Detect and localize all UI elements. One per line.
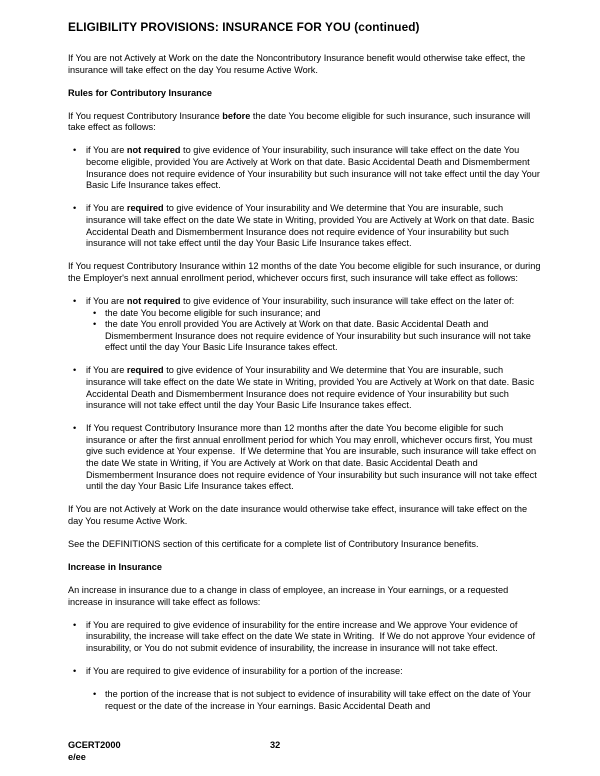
paragraph: If You request Contributory Insurance within 12 months of the date You become eligible for such insurance, or during the Employer's next annual enrollment period, whichever occurs first, such insurance will take effect as follows: (68, 261, 543, 283)
bullet-icon: • (73, 619, 77, 630)
bold-text: before (222, 110, 251, 121)
list-item-text: If You request Contributory Insurance more than 12 months after the date You become eligible for such insurance or after the first annual enrollment period for which You may enroll, whichever occurs first, You must give such evidence at Your expense. If We determine that You are insurable, such insurance will take effect on the date We state in Writing, if You are Actively at Work on that date. Basic Accidental Death and Dismemberment Insurance does not require evidence of Your insurability but such insurance will not take effect until the day Your Basic Life Insurance takes effect. (86, 423, 540, 492)
bold-text: required (126, 365, 164, 376)
list-item-text: if You are not required to give evidence of Your insurability, such insurance will take effect on the later of: • the date You become eligible for such insurance; and • the date You enroll provided You are Actively at Work on that date. Basic Accidental Death and Dismemberment Insurance does not require evidence of Your insurability but such insurance will not take effect until the day Your Basic Life Insurance takes effect. (86, 296, 544, 354)
list-item-text: if You are required to give evidence of Your insurability and We determine that You are insurable, such insurance will take effect on the date We state in Writing, provided You are Actively at Work on that date. Basic Accidental Death and Dismemberment Insurance does not require evidence of Your insurability but such insurance will not take effect until the day Your Basic Life Insurance takes effect. (86, 203, 537, 249)
page-number: 32 (270, 740, 281, 750)
bullet-icon: • (73, 365, 77, 376)
bullet-icon: • (73, 666, 77, 677)
bullet-icon: • (93, 307, 97, 318)
bullet-list (68, 145, 544, 249)
document-edition: e/ee (68, 752, 86, 762)
paragraph: If You are not Actively at Work on the date the Noncontributory Insurance benefit would otherwise take effect, the insurance will take effect on the day You resume Active Work. (68, 53, 528, 75)
page-footer (68, 739, 121, 763)
sub-list-item (86, 319, 544, 354)
sub-list-item-text: the date You become eligible for such insurance; and (105, 307, 321, 318)
bold-text: required (126, 203, 164, 214)
bold-text: not required (126, 295, 181, 306)
paragraph: An increase in insurance due to a change in class of employee, an increase in Your earnings, or a requested increase in insurance will take effect as follows: (68, 585, 511, 607)
bold-text: not required (126, 145, 181, 156)
bullet-icon: • (93, 689, 97, 700)
section-heading: Rules for Contributory Insurance (68, 87, 212, 98)
bullet-list (68, 620, 544, 713)
list-item-text: if You are required to give evidence of insurability for a portion of the increase: • the portion of the increase that is not subject to evidence of insurability will take effect on the date of Your request or the date of the increase in Your earnings. Basic Accidental Death and (86, 666, 544, 712)
list-item-text: if You are not required to give evidence of Your insurability, such insurance will take effect on the date You become eligible, provided You are Actively at Work on that date. Basic Accidental Death and Dismemberment Insurance does not require evidence of Your insurability but such insurance will not take effect until the day Your Basic Life Insurance takes effect. (86, 145, 543, 191)
bullet-icon: • (73, 423, 77, 434)
sub-bullet-list (86, 689, 544, 712)
list-item (68, 296, 544, 354)
list-item (68, 203, 544, 249)
list-item (68, 666, 544, 712)
document-code: GCERT2000 (68, 740, 121, 750)
paragraph: If You are not Actively at Work on the date insurance would otherwise take effect, insurance will take effect on the day You resume Active Work. (68, 504, 530, 526)
paragraph: If You request Contributory Insurance before the date You become eligible for such insurance, such insurance will take effect as follows: (68, 110, 533, 133)
paragraph: See the DEFINITIONS section of this certificate for a complete list of Contributory Insurance benefits. (68, 539, 479, 549)
list-item-text: if You are required to give evidence of Your insurability and We determine that You are insurable, such insurance will take effect on the date We state in Writing, provided You are Actively at Work on that date. Basic Accidental Death and Dismemberment Insurance does not require evidence of Your insurability but such insurance will not take effect until the day Your Basic Life Insurance takes effect. (86, 365, 537, 411)
list-item (68, 423, 544, 493)
bullet-icon: • (73, 295, 77, 306)
sub-list-item (86, 308, 544, 320)
bullet-icon: • (93, 319, 97, 330)
list-item (68, 145, 544, 191)
list-item-text: if You are required to give evidence of insurability for the entire increase and We approve Your evidence of insurability, the increase will take effect on the date We state in Writing. If We do not approve Your evidence of insurability, or You do not submit evidence of insurability, the increase in insurance will not take effect. (86, 619, 538, 654)
document-body (68, 53, 544, 712)
bullet-list (68, 296, 544, 493)
list-item (68, 620, 544, 655)
page-title: ELIGIBILITY PROVISIONS: INSURANCE FOR YOU (continued) (68, 20, 420, 34)
section-heading: Increase in Insurance (68, 562, 162, 573)
bullet-icon: • (73, 203, 77, 214)
bullet-icon: • (73, 145, 77, 156)
sub-list-item-text: the portion of the increase that is not subject to evidence of insurability will take effect on the date of Your request or the date of the increase in Your earnings. Basic Accidental Death and (105, 689, 534, 711)
sub-list-item (86, 689, 544, 712)
sub-list-item-text: the date You enroll provided You are Actively at Work on that date. Basic Accidental Death and Dismemberment Insurance does not require evidence of Your insurability but such insurance will not take effect until the day Your Basic Life Insurance takes effect. (105, 319, 534, 353)
sub-bullet-list (86, 308, 544, 354)
list-item (68, 365, 544, 411)
